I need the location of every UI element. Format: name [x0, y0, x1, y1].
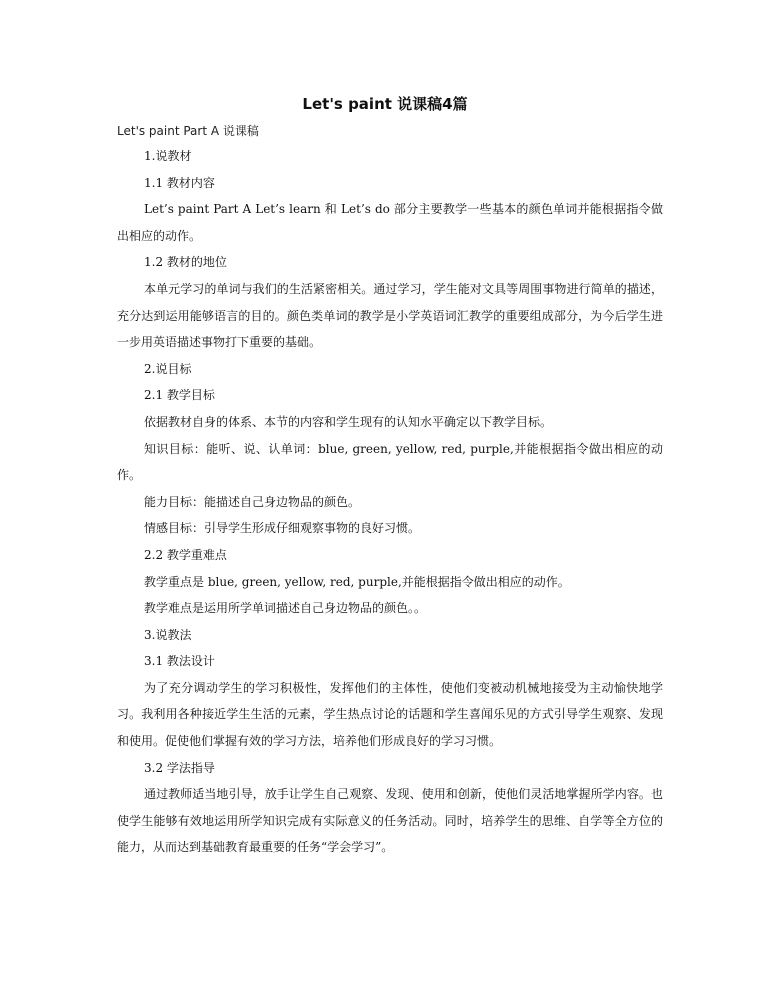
subsection-heading: 3.2 学法指导 — [144, 760, 215, 775]
paragraph: 教学难点是运用所学单词描述自己身边物品的颜色。。 — [144, 601, 427, 616]
section-heading: 2.说目标 — [144, 361, 192, 376]
paragraph: 通过教师适当地引导，放手让学生自己观察、发现、使用和创新，使他们灵活地掌握所学内容。也使学生能够有效地运用所学知识完成有实际意义的任务活动。同时，培养学生的思维、自学等全方位的能力，从而达到基础教育最重要的任务“学会学习”。 — [117, 787, 663, 855]
document-body — [117, 143, 663, 861]
subsection-heading: 2.1 教学目标 — [144, 388, 215, 403]
paragraph: 知识目标：能听、说、认单词：blue, green, yellow, red, purple,并能根据指令做出相应的动作。 — [117, 441, 663, 483]
paragraph: 教学重点是 blue, green, yellow, red, purple,并能根据指令做出相应的动作。 — [144, 574, 570, 589]
paragraph: 依据教材自身的体系、本节的内容和学生现有的认知水平确定以下教学目标。 — [144, 414, 553, 429]
subsection-heading: 2.2 教学重难点 — [144, 547, 227, 562]
paragraph: 能力目标：能描述自己身边物品的颜色。 — [144, 494, 361, 509]
document-title: Let's paint 说课稿4篇 — [302, 95, 468, 113]
paragraph: 为了充分调动学生的学习积极性，发挥他们的主体性，使他们变被动机械地接受为主动愉快地学习。我利用各种接近学生生活的元素，学生热点讨论的话题和学生喜闻乐见的方式引导学生观察、发现和使用。促使他们掌握有效的学习方法，培养他们形成良好的学习习惯。 — [117, 680, 663, 749]
paragraph: Let’s paint Part A Let’s learn 和 Let’s do 部分主要教学一些基本的颜色单词并能根据指令做出相应的动作。 — [117, 202, 663, 243]
paragraph: 情感目标：引导学生形成仔细观察事物的良好习惯。 — [144, 521, 421, 536]
subsection-heading: 3.1 教法设计 — [144, 654, 215, 669]
subsection-heading: 1.1 教材内容 — [144, 175, 215, 190]
document-subtitle: Let's paint Part A 说课稿 — [117, 124, 259, 138]
paragraph: 本单元学习的单词与我们的生活紧密相关。通过学习，学生能对文具等周围事物进行简单的描述，充分达到运用能够语言的目的。颜色类单词的教学是小学英语词汇教学的重要组成部分，为今后学生进一步用英语描述事物打下重要的基础。 — [117, 281, 663, 350]
subsection-heading: 1.2 教材的地位 — [144, 255, 227, 270]
section-heading: 3.说教法 — [144, 627, 192, 642]
section-heading: 1.说教材 — [144, 149, 192, 163]
